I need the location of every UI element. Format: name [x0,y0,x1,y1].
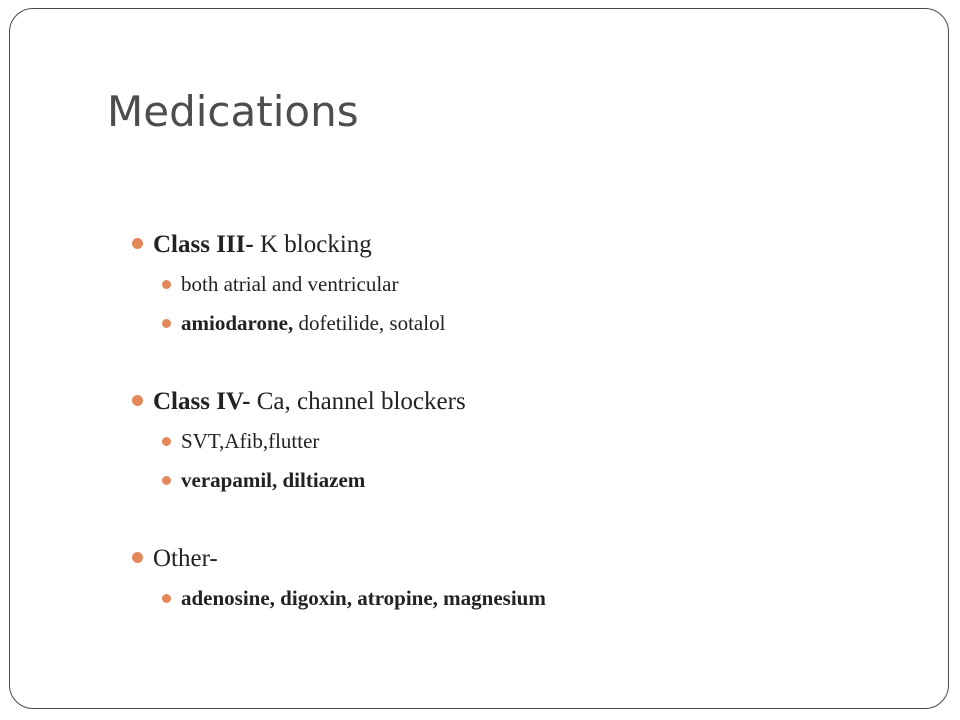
slide-title: Medications [107,87,359,136]
heading-text: Other- [153,545,218,572]
bullet-dot-icon [162,476,171,485]
bullet-group-class-iv [132,382,912,500]
heading-bold-text: Class IV- [153,388,251,415]
sub-bullet-text: both atrial and ventricular [181,272,399,296]
sub-bullet [132,579,912,618]
sub-bullet-text: dofetilide, sotalol [293,311,446,335]
sub-bullet-bold-text: verapamil, diltiazem [181,468,366,492]
sub-bullet-bold-text: adenosine, digoxin, atropine, magnesium [181,586,546,610]
sub-bullet-bold-text: amiodarone, [181,311,294,335]
bullet-dot-icon [132,552,143,563]
sub-bullet [132,304,912,343]
bullet-group-class-iii [132,225,912,343]
bullet-dot-icon [162,280,171,289]
bullet-dot-icon [162,437,171,446]
sub-bullet-text: SVT,Afib,flutter [181,429,320,453]
bullet-dot-icon [132,238,143,249]
bullet-dot-icon [162,594,171,603]
bullet-heading [132,539,912,579]
bullet-dot-icon [162,319,171,328]
heading-bold-text: Class III- [153,231,254,258]
bullet-group-other [132,539,912,618]
sub-bullet [132,461,912,500]
heading-text: Ca, channel blockers [250,388,466,415]
sub-bullet [132,422,912,461]
bullet-dot-icon [132,395,143,406]
heading-text: K blocking [253,231,372,258]
sub-bullet [132,265,912,304]
bullet-heading [132,382,912,422]
bullet-heading [132,225,912,265]
slide-content [132,225,912,618]
